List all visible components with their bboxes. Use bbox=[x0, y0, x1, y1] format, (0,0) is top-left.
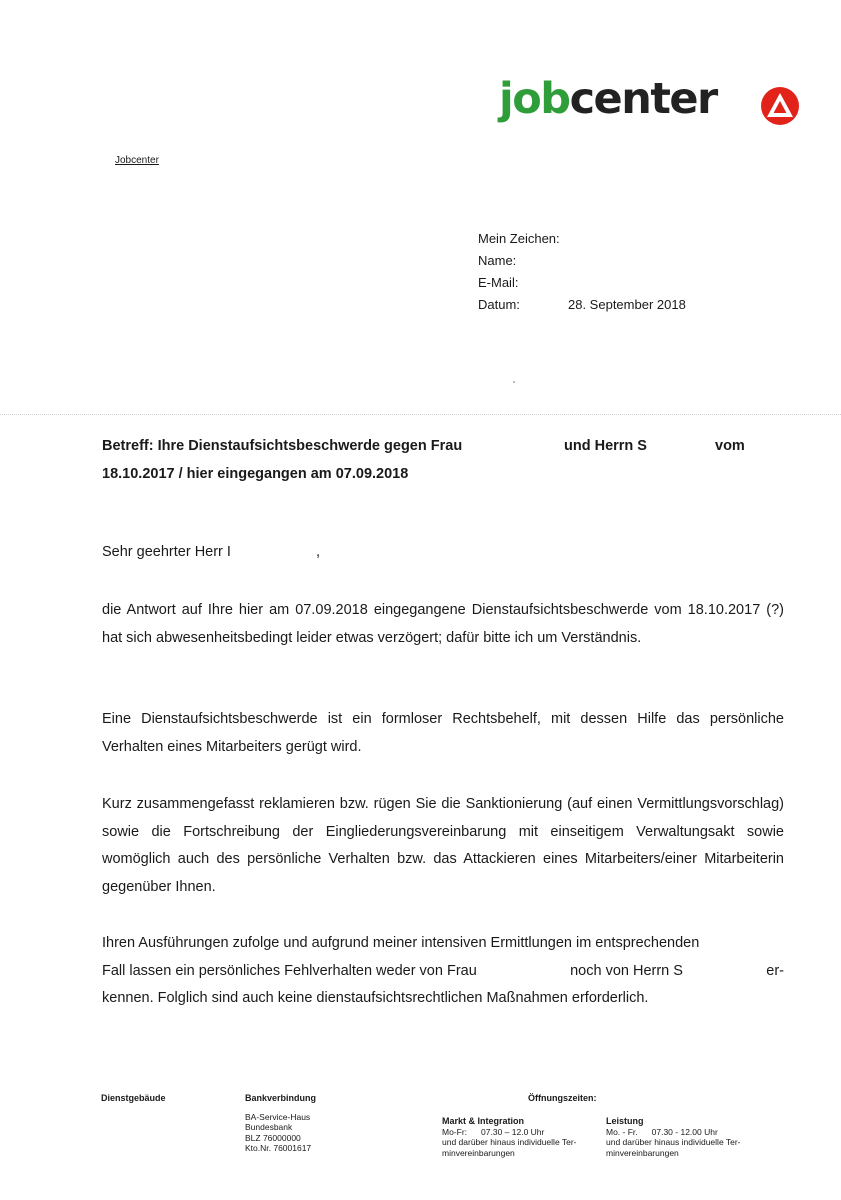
paragraph-4-line-2-part-2: noch von Herrn S bbox=[570, 962, 683, 979]
paragraph-4-line-1 bbox=[102, 930, 784, 958]
reference-label: Mein Zeichen: bbox=[478, 231, 560, 246]
bank-heading: Bankverbindung bbox=[245, 1093, 317, 1103]
footer-building bbox=[101, 1093, 166, 1104]
fold-line-divider bbox=[0, 414, 841, 415]
subject-part-3: vom bbox=[715, 438, 745, 454]
subject-line-1 bbox=[102, 432, 762, 460]
bank-blz: BLZ 76000000 bbox=[245, 1132, 301, 1143]
name-row bbox=[478, 250, 686, 272]
salutation-text: Sehr geehrter Herr I bbox=[102, 544, 231, 560]
paragraph-4-line-2-part-3: er- bbox=[766, 962, 784, 979]
market-note-2: minvereinbarungen bbox=[442, 1147, 515, 1158]
jobcenter-logo bbox=[499, 74, 717, 124]
reference-row bbox=[478, 228, 686, 250]
reference-block bbox=[478, 228, 686, 316]
bank-institute: Bundesbank bbox=[245, 1122, 293, 1132]
market-note-1: und darüber hinaus individuelle Ter- bbox=[442, 1137, 577, 1147]
service-heading: Leistung bbox=[606, 1116, 644, 1126]
sender-line: Jobcenter bbox=[115, 155, 159, 166]
service-time: 07.30 - 12.00 Uhr bbox=[651, 1126, 718, 1137]
scan-speck bbox=[513, 381, 515, 383]
building-heading: Dienstgebäude bbox=[101, 1093, 166, 1103]
paragraph-1 bbox=[102, 597, 784, 652]
service-note-2: minvereinbarungen bbox=[606, 1147, 679, 1158]
paragraph-2-text: Eine Dienstaufsichtsbeschwerde ist ein formloser Rechtsbehelf, mit dessen Hilfe das persönliche Verhalten eines Mitarbeiters gerügt wird. bbox=[102, 711, 784, 755]
paragraph-2 bbox=[102, 706, 784, 761]
date-row bbox=[478, 294, 686, 316]
market-time: 07.30 – 12.0 Uhr bbox=[481, 1126, 545, 1137]
agency-triangle-logo-icon bbox=[760, 86, 800, 126]
salutation bbox=[102, 544, 321, 560]
subject-heading bbox=[102, 432, 762, 488]
service-hours-row bbox=[606, 1127, 741, 1138]
email-row bbox=[478, 272, 686, 294]
paragraph-4-line-2 bbox=[102, 958, 784, 986]
paragraph-3-text: Kurz zusammengefasst reklamieren bzw. rügen Sie die Sanktionierung (auf einen Vermittlungsvorschlag) sowie die Fortschreibung der Eingliederungsvereinbarung mit einseitigem Verwaltungsakt sowie womöglich auch des persönliche Verhalten bzw. das Attackieren eines Mitarbeiters/einer Mitarbeiterin gegenüber Ihnen. bbox=[102, 796, 784, 895]
bank-name: BA-Service-Haus bbox=[245, 1111, 311, 1122]
logo-text-center: center bbox=[569, 74, 717, 124]
paragraph-4-line-2-part-1: Fall lassen ein persönliches Fehlverhalten weder von Frau bbox=[102, 962, 477, 979]
subject-part-1: Betreff: Ihre Dienstaufsichtsbeschwerde gegen Frau bbox=[102, 438, 463, 454]
subject-line-2: 18.10.2017 / hier eingegangen am 07.09.2018 bbox=[102, 466, 409, 482]
service-days: Mo. - Fr. bbox=[606, 1126, 638, 1137]
market-hours-row bbox=[442, 1127, 577, 1138]
date-label: Datum: bbox=[478, 297, 520, 312]
date-value: 28. September 2018 bbox=[568, 297, 686, 312]
paragraph-4 bbox=[102, 930, 784, 1013]
salutation-comma: , bbox=[316, 544, 321, 560]
logo-text-job: job bbox=[499, 74, 570, 124]
paragraph-3 bbox=[102, 791, 784, 901]
paragraph-4-line-1-text: Ihren Ausführungen zufolge und aufgrund meiner intensiven Ermittlungen im entsprechenden bbox=[102, 935, 700, 951]
footer-service-hours bbox=[606, 1116, 741, 1158]
footer-bank bbox=[245, 1093, 316, 1154]
hours-heading: Öffnungszeiten: bbox=[528, 1093, 597, 1103]
footer-hours-heading bbox=[528, 1093, 597, 1104]
bank-account: Kto.Nr. 76001617 bbox=[245, 1143, 312, 1153]
footer-market-hours bbox=[442, 1116, 577, 1158]
market-days: Mo-Fr: bbox=[442, 1126, 468, 1137]
email-label: E-Mail: bbox=[478, 275, 519, 290]
paragraph-1-text: die Antwort auf Ihre hier am 07.09.2018 eingegangene Dienstaufsichtsbeschwerde vom 18.10.2017 (?) hat sich abwesenheitsbedingt leider etwas verzögert; dafür bitte ich um Verständnis. bbox=[102, 602, 784, 646]
service-note-1: und darüber hinaus individuelle Ter- bbox=[606, 1137, 741, 1147]
subject-part-2: und Herrn S bbox=[564, 438, 647, 454]
name-label: Name: bbox=[478, 253, 517, 268]
market-heading: Markt & Integration bbox=[442, 1116, 525, 1126]
paragraph-4-line-3: kennen. Folglich sind auch keine dienstaufsichtsrechtlichen Maßnahmen erforderlich. bbox=[102, 990, 649, 1006]
